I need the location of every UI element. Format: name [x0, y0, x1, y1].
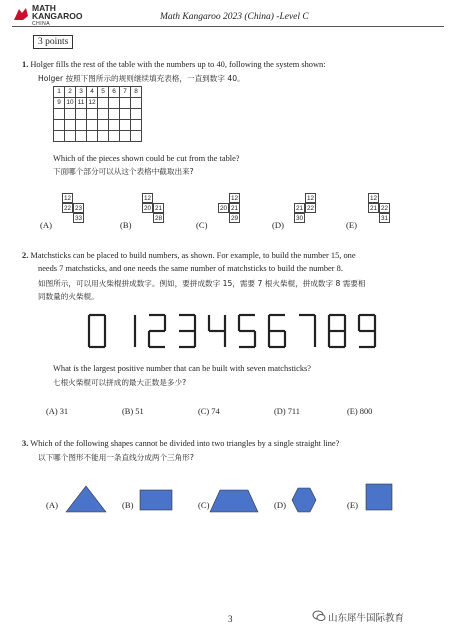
q3-text-zh: 以下哪个图形不能用一条直线分成两个三角形? — [38, 453, 194, 462]
q3-text-en — [22, 439, 339, 448]
table-cell — [65, 120, 76, 131]
table-cell — [76, 120, 87, 131]
answer-value: 74 — [211, 407, 220, 416]
q1-option-label[interactable]: (C) — [196, 220, 208, 230]
q1-option-label[interactable]: (E) — [346, 220, 357, 230]
table-cell — [120, 120, 131, 131]
q2-number: 2. — [22, 251, 29, 260]
piece-cell: 22 — [380, 205, 389, 212]
piece-cell: 31 — [380, 215, 389, 222]
q2-text-zh-1: 如图所示，可以用火柴棍拼成数字。例如，要拼成数字 15，需要 7 根火柴棍，拼成数字 8 需要相 — [38, 279, 366, 288]
table-cell — [131, 120, 142, 131]
table-cell — [54, 109, 65, 120]
header-divider — [12, 26, 444, 27]
table-cell — [98, 109, 109, 120]
kangaroo-logo-icon — [12, 6, 30, 22]
trapezoid-shape — [210, 490, 258, 512]
piece-cell: 12 — [230, 195, 239, 202]
q1-option-piece[interactable] — [62, 193, 108, 231]
answer-label: (A) — [46, 407, 60, 416]
table-cell — [76, 131, 87, 142]
logo-line-1: MATH — [32, 3, 56, 13]
table-cell — [109, 109, 120, 120]
q2-question-en: What is the largest positive number that can be built with seven matchsticks? — [53, 364, 312, 373]
watermark-text: 山东犀牛国际教育 — [328, 613, 405, 624]
q1-option-label[interactable]: (D) — [272, 220, 284, 230]
table-cell: 8 — [131, 87, 142, 98]
hexagon-shape — [292, 488, 316, 512]
table-cell — [120, 109, 131, 120]
table-cell: 2 — [65, 87, 76, 98]
piece-cell: 20 — [143, 205, 152, 212]
q2-question-zh: 七根火柴棍可以拼成的最大正数是多少? — [53, 378, 187, 387]
piece-cell: 23 — [74, 205, 83, 212]
table-row — [54, 87, 142, 98]
table-row — [54, 109, 142, 120]
square-shape — [366, 484, 392, 510]
piece-cell: 21 — [295, 205, 304, 212]
matchstick-digits — [85, 312, 385, 350]
table-cell — [109, 120, 120, 131]
table-cell — [87, 109, 98, 120]
table-cell — [65, 109, 76, 120]
piece-cell: 28 — [154, 215, 163, 222]
table-cell — [87, 131, 98, 142]
piece-cell: 21 — [154, 205, 163, 212]
answer-label: (C) — [198, 407, 212, 416]
piece-cell: 12 — [369, 195, 378, 202]
table-row — [54, 120, 142, 131]
wechat-icon — [312, 610, 326, 622]
matchstick-digit — [209, 315, 225, 347]
triangle-shape — [66, 486, 106, 512]
answer-value: 711 — [287, 407, 300, 416]
q1-option-piece[interactable] — [294, 193, 340, 231]
q2-text-en-2: needs 7 matchsticks, and one needs the same number of matchsticks to build the number 8. — [38, 264, 343, 273]
matchstick-digit — [179, 315, 195, 347]
table-cell: 11 — [76, 98, 87, 109]
piece-cell: 22 — [63, 205, 72, 212]
table-row — [54, 98, 142, 109]
piece-cell: 22 — [306, 205, 315, 212]
answer-label: (B) — [122, 407, 136, 416]
matchstick-digit — [359, 315, 375, 347]
table-cell — [98, 120, 109, 131]
table-cell: 5 — [98, 87, 109, 98]
q1-question-en: Which of the pieces shown could be cut from the table? — [53, 154, 240, 163]
logo-line-3: CHINA — [32, 21, 51, 27]
table-cell — [54, 120, 65, 131]
table-cell — [98, 131, 109, 142]
q2-text-en-1 — [22, 251, 356, 260]
table-cell — [131, 131, 142, 142]
answer-value: 800 — [359, 407, 373, 416]
table-cell: 4 — [87, 87, 98, 98]
answer-label: (E) — [347, 407, 360, 416]
logo-line-2: KANGAROO — [32, 11, 83, 21]
table-cell — [120, 131, 131, 142]
answer-value: 31 — [59, 407, 69, 416]
table-cell: 10 — [65, 98, 76, 109]
piece-cell: 33 — [74, 215, 83, 222]
table-cell — [98, 98, 109, 109]
q1-option-piece[interactable] — [142, 193, 188, 231]
matchstick-digit — [299, 315, 315, 347]
table-cell — [109, 98, 120, 109]
table-cell — [76, 109, 87, 120]
table-cell — [54, 131, 65, 142]
table-cell: 7 — [120, 87, 131, 98]
q1-text-en-line: Holger fills the rest of the table with the numbers up to 40, following the system shown: — [30, 60, 326, 69]
table-cell: 6 — [109, 87, 120, 98]
parallelogram-shape — [140, 490, 172, 510]
table-row — [54, 131, 142, 142]
piece-cell: 12 — [143, 195, 152, 202]
matchstick-digit — [239, 315, 255, 347]
q1-number: 1. — [22, 60, 29, 69]
q1-option-label[interactable]: (A) — [40, 220, 52, 230]
q3-shapes — [60, 478, 405, 518]
q3-option-label[interactable]: (A) — [46, 500, 58, 510]
q1-text-en — [22, 60, 326, 69]
matchstick-digit — [329, 315, 345, 347]
q2-answer-option[interactable] — [198, 407, 220, 416]
q2-answer-option[interactable] — [122, 407, 144, 416]
table-cell — [109, 131, 120, 142]
table-cell — [131, 98, 142, 109]
q3-option-label[interactable]: (B) — [122, 500, 134, 510]
piece-cell: 21 — [369, 205, 378, 212]
q3-option-label[interactable]: (D) — [274, 500, 286, 510]
table-cell: 3 — [76, 87, 87, 98]
piece-cell: 12 — [63, 195, 72, 202]
q2-text-zh-2: 同数量的火柴棍。 — [38, 292, 99, 301]
matchstick-digit — [269, 315, 285, 347]
q1-option-label[interactable]: (B) — [120, 220, 132, 230]
q3-option-label[interactable]: (C) — [198, 500, 210, 510]
q1-option-piece[interactable] — [218, 193, 264, 231]
q2-answer-option[interactable] — [46, 407, 68, 416]
answer-label: (D) — [274, 407, 288, 416]
piece-cell: 21 — [230, 205, 239, 212]
points-badge: 3 points — [33, 35, 73, 49]
q2-answer-option[interactable] — [347, 407, 372, 416]
page-number: 3 — [228, 614, 233, 624]
table-cell — [131, 109, 142, 120]
piece-cell: 12 — [306, 195, 315, 202]
table-cell — [120, 98, 131, 109]
table-cell — [65, 131, 76, 142]
number-table — [53, 86, 142, 142]
q3-text-en-line: Which of the following shapes cannot be divided into two triangles by a single straight line? — [30, 439, 340, 448]
matchstick-digit — [149, 315, 165, 347]
piece-cell: 30 — [295, 215, 304, 222]
q2-answer-option[interactable] — [274, 407, 300, 416]
q1-text-zh: Holger 按照下图所示的规则继续填充表格，一直到数字 40。 — [38, 74, 245, 83]
q1-question-zh: 下面哪个部分可以从这个表格中截取出来? — [53, 167, 194, 176]
q1-option-piece[interactable] — [368, 193, 414, 231]
table-cell: 12 — [87, 98, 98, 109]
table-cell: 9 — [54, 98, 65, 109]
q3-option-label[interactable]: (E) — [347, 500, 358, 510]
q2-text-en-line-1: Matchsticks can be placed to build numbers, as shown. For example, to build the number 15, one — [30, 251, 356, 260]
logo-text — [32, 4, 83, 28]
answer-value: 51 — [135, 407, 144, 416]
table-cell — [87, 120, 98, 131]
q3-number: 3. — [22, 439, 29, 448]
piece-cell: 20 — [219, 205, 228, 212]
table-cell: 1 — [54, 87, 65, 98]
piece-cell: 29 — [230, 215, 239, 222]
matchstick-digit — [89, 315, 105, 347]
header-title: Math Kangaroo 2023 (China) -Level C — [160, 12, 309, 22]
